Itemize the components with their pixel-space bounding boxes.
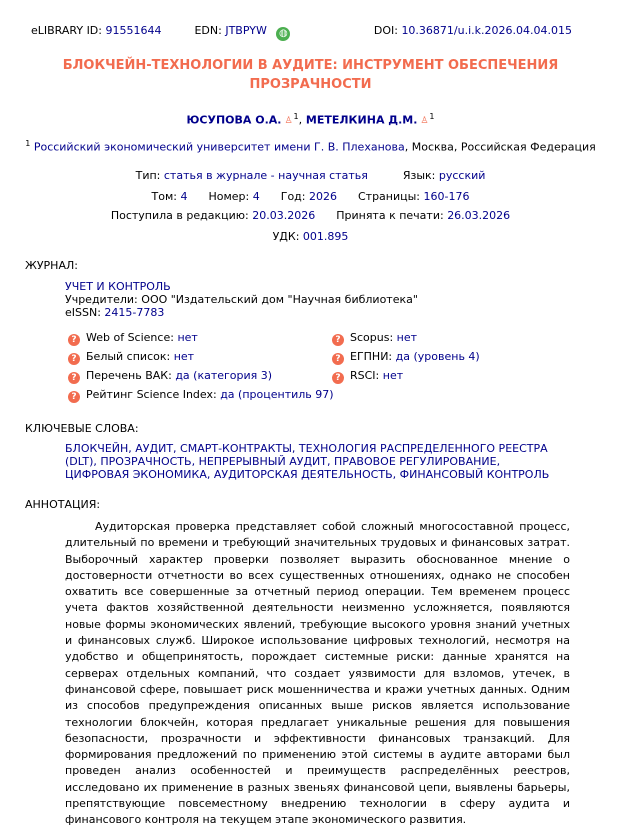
elibrary-id-label: eLIBRARY ID: xyxy=(31,24,102,37)
journal-name-link[interactable]: УЧЕТ И КОНТРОЛЬ xyxy=(65,280,171,293)
language-label: Язык: xyxy=(402,169,436,182)
affiliation-link[interactable]: Российский экономический университет имени Г. В. Плеханова xyxy=(33,140,405,154)
badge-label: Белый список: xyxy=(86,350,171,363)
badge-label: Scopus: xyxy=(350,331,394,344)
identifiers-bar xyxy=(31,24,572,40)
author-affiliation-sup: 1 xyxy=(293,112,299,121)
badge-value: нет xyxy=(396,331,418,344)
author-link[interactable]: МЕТЕЛКИНА Д.М. xyxy=(305,113,418,127)
affiliation-sup: 1 xyxy=(25,139,31,148)
founders-value: ООО "Издательский дом "Научная библиотека" xyxy=(141,293,418,306)
person-icon[interactable]: ♙ xyxy=(284,115,293,126)
badge-value: да (категория 3) xyxy=(175,369,273,382)
pages-value: 160-176 xyxy=(423,190,470,203)
keywords-list[interactable]: БЛОКЧЕЙН, АУДИТ, СМАРТ-КОНТРАКТЫ, ТЕХНОЛОГИЯ РАСПРЕДЕЛЕННОГО РЕЕСТРА (DLT), ПРОЗРАЧНОСТЬ, НЕПРЕРЫВНЫЙ АУДИТ, ПРАВОВОЕ РЕГУЛИРОВАНИЕ, ЦИФРОВАЯ ЭКОНОМИКА, АУДИТОРСКАЯ ДЕЯТЕЛЬНОСТЬ, ФИНАНСОВЫЙ КОНТРОЛЬ xyxy=(65,442,550,481)
edn-link[interactable]: JTBPYW xyxy=(225,24,267,37)
doi-label: DOI: xyxy=(373,24,398,37)
abstract-text: Аудиторская проверка представляет собой сложный многосоставной процесс, длительный по времени и требующий значительных трудовых и финансовых затрат. Выборочный характер проверки позволяет выразить обоснованное мнение о достоверности отчетности во всех существенных отношениях, однако не способен охватить все совершенные за отчетный период операции. Тем временем процесс учета фактов хозяйственной деятельности неизменно усложняется, появляются новые формы экономических явлений, требующие высокого уровня знаний учетных и финансовых служб. Широкое использование цифровых технологий, несмотря на удобство и общепринятость, порождает системные риски: данные хранятся на серверах отдельных компаний, что создает уязвимости для взломов, утечек, в финансовой сфере, повышает риск мошенничества и кражи учетных данных. Одним из способов предупреждения описанных выше рисков является использование технологии блокчейн, которая предлагает уникальные решения для повышения безопасности, прозрачности и эффективности финансовых транзакций. Для формирования предложений по применению этой системы в аудите авторами был проведен анализ особенностей и преимуществ распределённых реестров, исследовано их применение в разных звеньях финансовой цепи, выявлены барьеры, препятствующие повсеместному внедрению технологии в сферу аудита и финансового контроля на текущем этапе экономического развития. xyxy=(65,520,570,827)
question-icon[interactable]: ? xyxy=(68,391,80,403)
received-label: Поступила в редакцию: xyxy=(110,209,249,222)
badge-value: нет xyxy=(173,350,195,363)
author-separator: , xyxy=(298,113,303,127)
doi-link[interactable]: 10.36871/u.i.k.2026.04.04.015 xyxy=(401,24,572,37)
badge-rsci xyxy=(332,369,403,384)
volume-link[interactable]: 4 xyxy=(180,190,188,203)
founders-label: Учредители: xyxy=(65,293,138,306)
eissn-link[interactable]: 2415-7783 xyxy=(104,306,165,319)
type-value: статья в журнале - научная статья xyxy=(163,169,368,182)
year-value: 2026 xyxy=(308,190,337,203)
number-label: Номер: xyxy=(208,190,250,203)
journal-info xyxy=(65,280,418,319)
received-value: 20.03.2026 xyxy=(252,209,316,222)
doi-group xyxy=(374,24,572,37)
badge-vak-list xyxy=(68,369,272,384)
question-icon[interactable]: ? xyxy=(68,334,80,346)
language-value: русский xyxy=(438,169,486,182)
question-icon[interactable]: ? xyxy=(332,372,344,384)
globe-icon[interactable]: ◍ xyxy=(276,27,290,41)
identifier-group xyxy=(31,24,290,41)
badge-label: Web of Science: xyxy=(86,331,174,344)
badge-value: нет xyxy=(177,331,198,344)
badge-egpni xyxy=(332,350,480,365)
edn-label: EDN: xyxy=(194,24,222,37)
elibrary-id-link[interactable]: 91551644 xyxy=(105,24,162,37)
badge-science-index-rating xyxy=(68,388,334,403)
dates-line xyxy=(0,209,621,222)
badge-label: ЕГПНИ: xyxy=(350,350,393,363)
badge-web-of-science xyxy=(68,331,198,346)
accepted-value: 26.03.2026 xyxy=(447,209,511,222)
badge-white-list xyxy=(68,350,194,365)
issue-line xyxy=(0,190,621,203)
eissn-label: eISSN: xyxy=(65,306,101,319)
volume-label: Том: xyxy=(151,190,177,203)
authors-line xyxy=(0,112,621,127)
author-link[interactable]: ЮСУПОВА О.А. xyxy=(186,113,282,127)
badge-value: да (процентиль 97) xyxy=(220,388,334,401)
type-line xyxy=(0,169,621,182)
badge-value: нет xyxy=(382,369,404,382)
keywords-section-label: КЛЮЧЕВЫЕ СЛОВА: xyxy=(25,422,139,435)
question-icon[interactable]: ? xyxy=(68,372,80,384)
question-icon[interactable]: ? xyxy=(332,334,344,346)
accepted-label: Принята к печати: xyxy=(336,209,444,222)
author-affiliation-sup: 1 xyxy=(429,112,435,121)
affiliation-location: , Москва, Российская Федерация xyxy=(404,140,596,154)
badge-value: да (уровень 4) xyxy=(395,350,480,363)
badge-label: Перечень ВАК: xyxy=(86,369,172,382)
badge-label: Рейтинг Science Index: xyxy=(86,388,217,401)
udk-label: УДК: xyxy=(272,230,300,243)
year-label: Год: xyxy=(280,190,306,203)
abstract-section-label: АННОТАЦИЯ: xyxy=(25,498,101,511)
type-label: Тип: xyxy=(135,169,161,182)
article-title: БЛОКЧЕЙН-ТЕХНОЛОГИИ В АУДИТЕ: ИНСТРУМЕНТ ОБЕСПЕЧЕНИЯ ПРОЗРАЧНОСТИ xyxy=(62,58,559,92)
badge-label: RSCI: xyxy=(350,369,380,382)
udk-line xyxy=(0,230,621,243)
person-icon[interactable]: ♙ xyxy=(420,115,429,126)
affiliation-line xyxy=(0,139,621,154)
pages-label: Страницы: xyxy=(357,190,421,203)
udk-value: 001.895 xyxy=(302,230,349,243)
badge-scopus xyxy=(332,331,417,346)
question-icon[interactable]: ? xyxy=(68,353,80,365)
question-icon[interactable]: ? xyxy=(332,353,344,365)
journal-section-label: ЖУРНАЛ: xyxy=(25,259,78,272)
number-link[interactable]: 4 xyxy=(252,190,260,203)
